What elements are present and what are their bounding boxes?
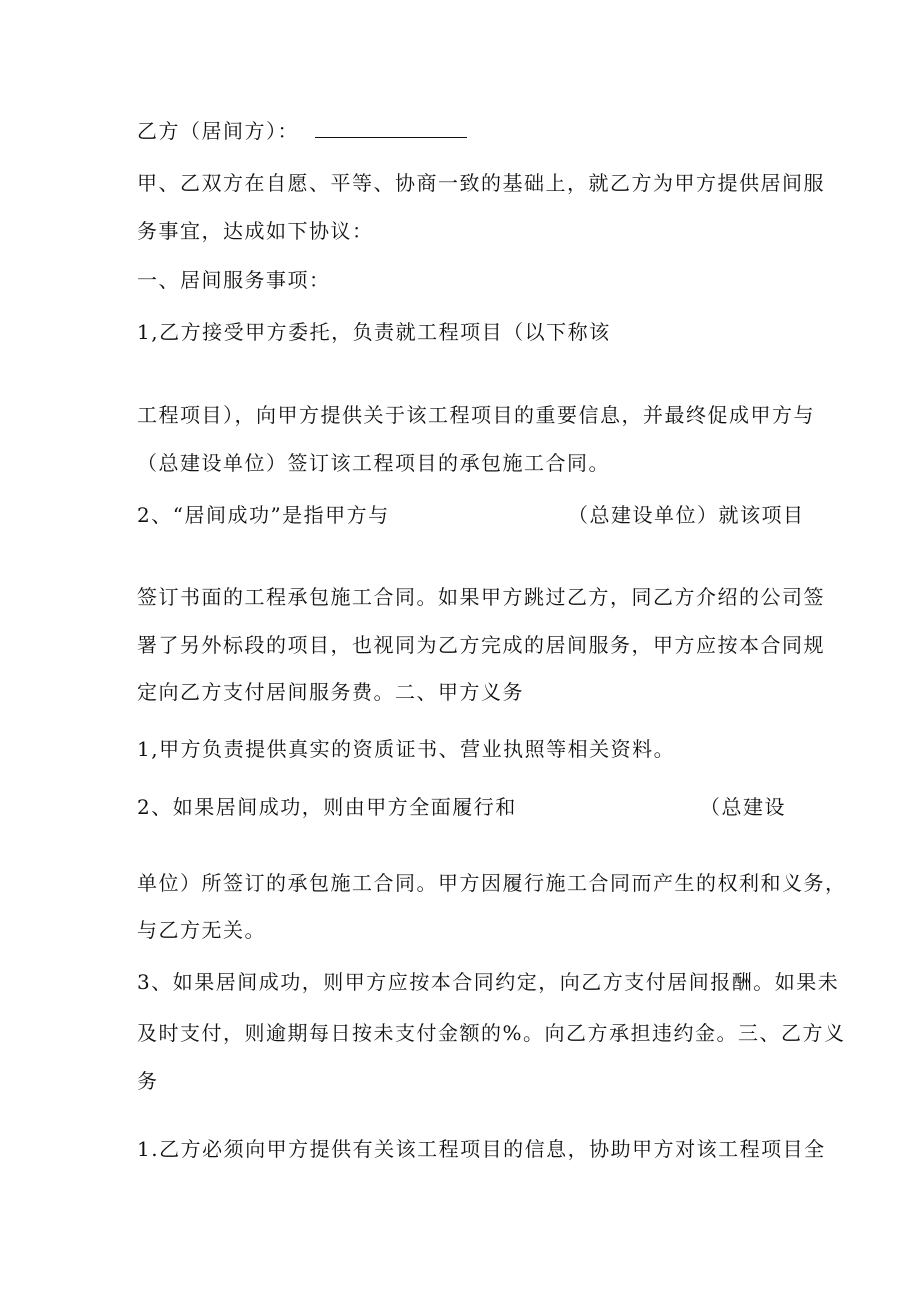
item2-line-3: 定向乙方支付居间服务费。二、甲方义务 (137, 680, 524, 704)
duty3-line-1: 3、如果居间成功，则甲方应按本合同约定，向乙方支付居间报酬。如果未 (137, 970, 840, 994)
party-b-line (137, 119, 467, 143)
party-b-label: 乙方（居间方）： (137, 119, 299, 143)
item1-line-2: 工程项目），向甲方提供关于该工程项目的重要信息，并最终促成甲方与 (137, 403, 815, 427)
duty1-line: 1,甲方负责提供真实的资质证书、营业执照等相关资料。 (137, 737, 676, 761)
item2-right: （总建设单位）就该项目 (568, 503, 805, 527)
item2-line-2: 署了另外标段的项目，也视同为乙方完成的居间服务，甲方应按本合同规 (137, 633, 825, 657)
duty2-line-1: 单位）所签订的承包施工合同。甲方因履行施工合同而产生的权利和义务， (137, 871, 847, 895)
section1-title: 一、居间服务事项： (137, 268, 331, 292)
party-b-blank (315, 119, 467, 138)
duty3-line-3: 务 (137, 1069, 159, 1093)
duty2-left: 2、如果居间成功，则由甲方全面履行和 (137, 795, 517, 819)
duty3-line-2: 及时支付，则逾期每日按未支付金额的%。向乙方承担违约金。三、乙方义 (137, 1021, 846, 1045)
item1-line-1: 1,乙方接受甲方委托，负责就工程项目（以下称该 (137, 320, 611, 344)
duty2-right: （总建设 (700, 795, 786, 819)
item1-line-3: （总建设单位）签订该工程项目的承包施工合同。 (137, 451, 610, 475)
b-duty1-line: 1.乙方必须向甲方提供有关该工程项目的信息，协助甲方对该工程项目全 (137, 1137, 826, 1161)
intro-line-1: 甲、乙双方在自愿、平等、协商一致的基础上，就乙方为甲方提供居间服 (137, 171, 825, 195)
item2-left: 2、“居间成功”是指甲方与 (137, 503, 390, 527)
duty2-line-2: 与乙方无关。 (137, 918, 266, 942)
item2-line-1: 签订书面的工程承包施工合同。如果甲方跳过乙方，同乙方介绍的公司签 (137, 585, 825, 609)
intro-line-2: 务事宜，达成如下协议： (137, 219, 374, 243)
